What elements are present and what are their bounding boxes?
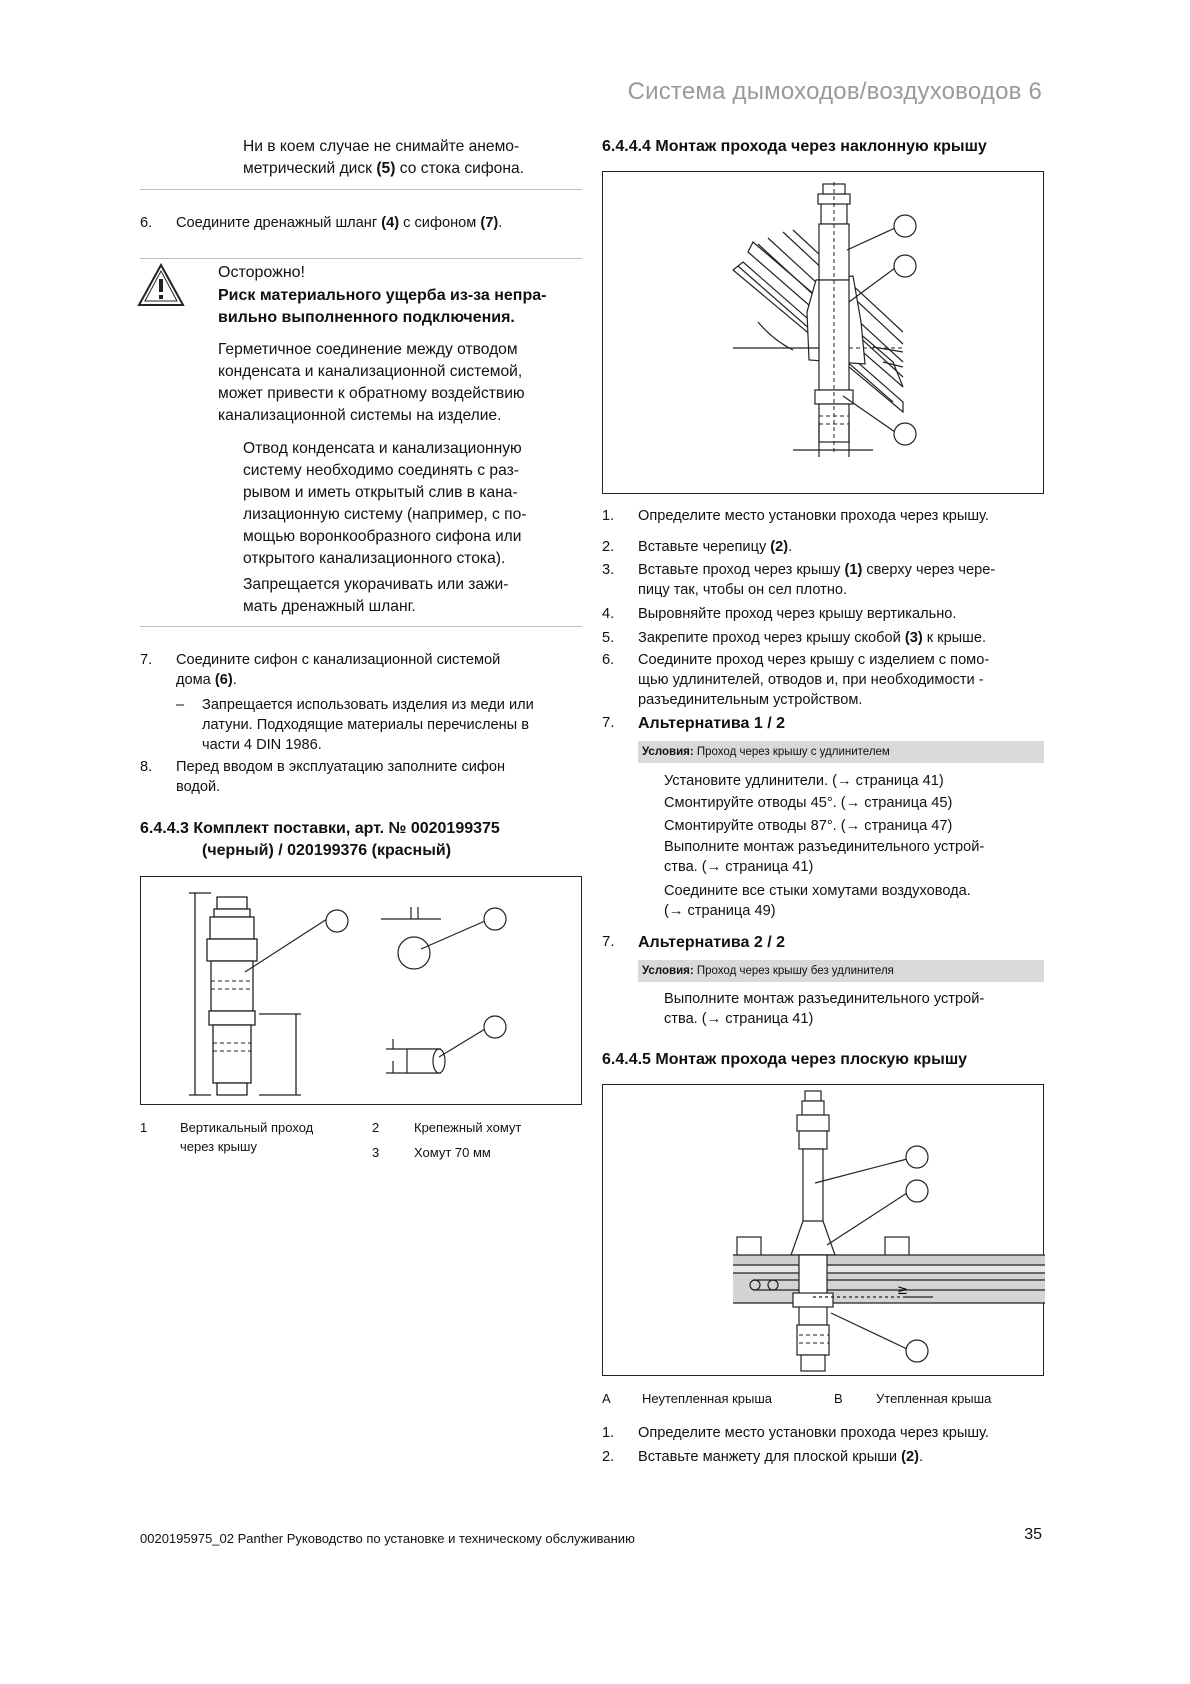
section-heading-6444: 6.4.4.4 Монтаж прохода через наклонную крышу	[602, 138, 987, 155]
legend-text-3: Хомут 70 мм	[414, 1145, 491, 1160]
page-header-title: Система дымоходов/воздуховодов 6	[627, 78, 1042, 105]
figure-flat-roof	[602, 1084, 1044, 1376]
alt2-title: Альтернатива 2 / 2	[638, 934, 785, 951]
legend-text-a: Неутепленная крыша	[642, 1391, 773, 1406]
legend-letter-b: B	[834, 1391, 843, 1406]
legend-num-2: 2	[372, 1120, 380, 1135]
r-step-6-text: Соедините проход через крышу с изделием с помо- щью удлинителей, отводов и, при необходимости - разъединительным устройством.	[638, 652, 990, 708]
r-step-4-text: Выровняйте проход через крышу вертикально.	[638, 606, 957, 622]
alt2-items: Выполните монтаж разъединительного устрой- ства. (→ страница 41)	[664, 991, 985, 1027]
divider	[140, 258, 582, 259]
warning-subtitle: Риск материального ущерба из-за непра- вильно выполненного подключения.	[218, 287, 547, 326]
warning-body-3: Запрещается укорачивать или зажи- мать дренажный шланг.	[243, 576, 509, 615]
r-step-2-num: 2.	[602, 539, 615, 555]
warning-title: Осторожно!	[218, 264, 305, 281]
section-heading-6445: 6.4.4.5 Монтаж прохода через плоскую крышу	[602, 1051, 968, 1068]
figure-delivery-kit	[140, 876, 582, 1105]
alt1-items: Установите удлинители. (→ страница 41) Смонтируйте отводы 45°. (→ страница 45) Смонтируйте отводы 87°. (→ страница 47) Выполните монтаж разъединительного устрой- ства. (→ страница 41) Соедините все стыки хомутами воздуховода. (→ страница 49)	[664, 773, 985, 920]
step-7-dash: –	[176, 697, 185, 713]
legend-text-1: Вертикальный проход через крышу	[180, 1120, 314, 1154]
alt1-title: Альтернатива 1 / 2	[638, 715, 785, 732]
footer-doc-title: 0020195975_02 Panther Руководство по установке и техническому обслуживанию	[140, 1531, 635, 1546]
r-step-3-text: Вставьте проход через крышу (1) сверху через чере- пицу так, чтобы он сел плотно.	[638, 562, 996, 598]
alt1-conditions: Условия: Проход через крышу с удлинителем	[638, 741, 1044, 763]
r-step-6-num: 6.	[602, 652, 615, 668]
step-7-subtext: Запрещается использовать изделия из меди или латуни. Подходящие материалы перечислены в части 4 DIN 1986.	[202, 697, 534, 753]
note-text: Ни в коем случае не снимайте анемо- метрический диск (5) со стока сифона.	[243, 138, 524, 177]
step-7-num: 7.	[140, 652, 153, 668]
step-8-text: Перед вводом в эксплуатацию заполните сифон водой.	[176, 759, 506, 795]
divider	[140, 189, 582, 190]
r2-step-2-num: 2.	[602, 1449, 615, 1465]
divider	[140, 626, 582, 627]
legend-text-2: Крепежный хомут	[414, 1120, 522, 1135]
r-step-5-text: Закрепите проход через крышу скобой (3) к крыше.	[638, 630, 987, 646]
svg-text:≥: ≥	[897, 1283, 908, 1298]
page-number: 35	[1024, 1526, 1042, 1543]
legend-num-1: 1	[140, 1120, 148, 1135]
r2-step-1-text: Определите место установки прохода через крышу.	[638, 1425, 989, 1441]
figure-pitched-roof	[602, 171, 1044, 494]
legend-text-b: Утепленная крыша	[876, 1391, 992, 1406]
warning-body-2: Отвод конденсата и канализационную систему необходимо соединять с раз- рывом и иметь открытый слив в кана- лизационную систему (например, с по- мощью воронкообразного сифона или открытого канализационного стока).	[243, 440, 527, 567]
r2-step-1-num: 1.	[602, 1425, 615, 1441]
step-6: 6.	[140, 215, 153, 231]
r-step-5-num: 5.	[602, 630, 615, 646]
step-6-text: Соедините дренажный шланг (4) с сифоном (7).	[176, 215, 503, 231]
r2-step-2-text: Вставьте манжету для плоской крыши (2).	[638, 1449, 924, 1465]
r-step-3-num: 3.	[602, 562, 615, 578]
legend-num-3: 3	[372, 1145, 380, 1160]
alt2-num: 7.	[602, 933, 615, 950]
r-step-1-num: 1.	[602, 508, 615, 524]
alt2-conditions: Условия: Проход через крышу без удлинителя	[638, 960, 1044, 982]
r-step-4-num: 4.	[602, 606, 615, 622]
r-step-2-text: Вставьте черепицу (2).	[638, 539, 793, 555]
r-step-1-text: Определите место установки прохода через крышу.	[638, 508, 989, 524]
section-heading-6443: 6.4.4.3 Комплект поставки, арт. № 0020199375 (черный) / 020199376 (красный)	[140, 820, 500, 859]
alt1-num: 7.	[602, 714, 615, 731]
warning-triangle-icon	[136, 262, 186, 308]
warning-body: Герметичное соединение между отводом конденсата и канализационной системой, может привести к обратному воздействию канализационной системы на изделие.	[218, 341, 525, 424]
step-8-num: 8.	[140, 759, 153, 775]
step-7-text: Соедините сифон с канализационной системой дома (6).	[176, 652, 501, 688]
legend-letter-a: A	[602, 1391, 611, 1406]
